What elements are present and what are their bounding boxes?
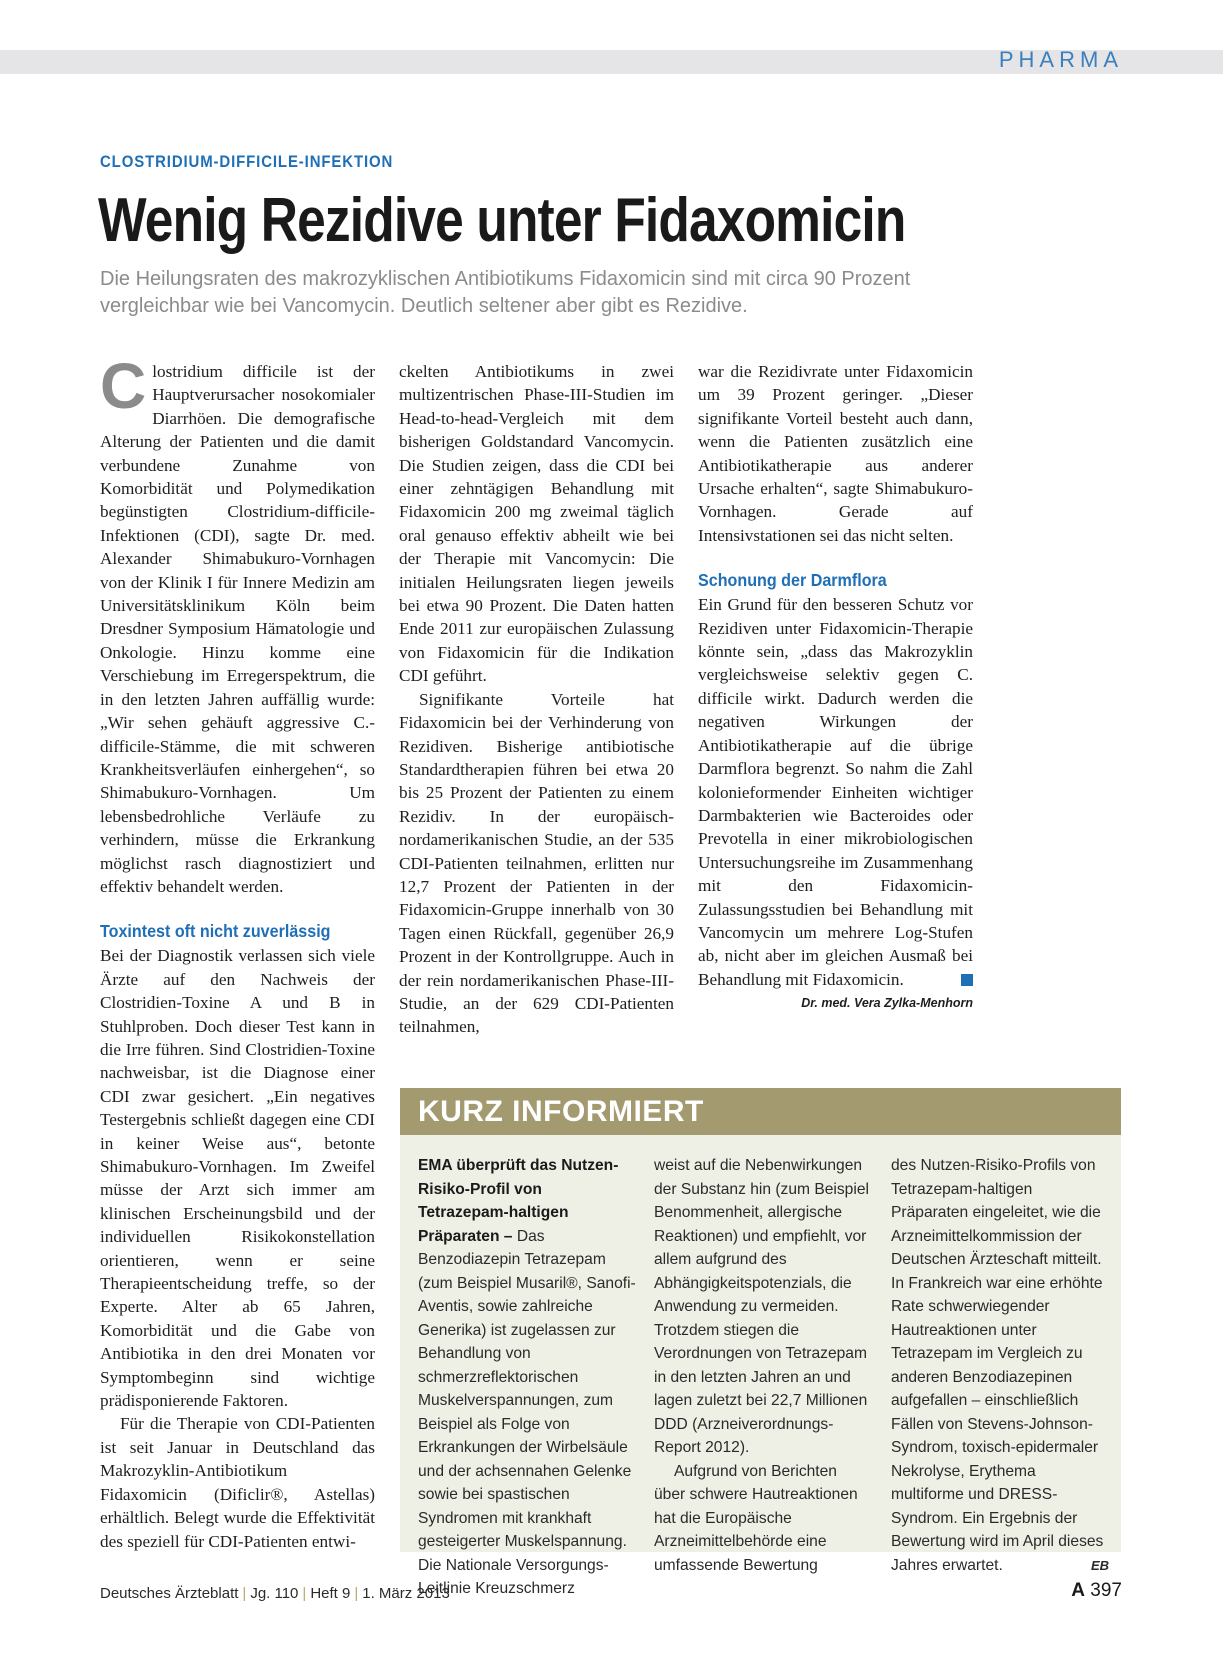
- paragraph-text: Das Benzodiazepin Tetrazepam (zum Beispiel Musaril®, Sanofi-Aventis, sowie zahlreiche Generika) ist zugelassen zur Behandlung von schmerzreflektorischen Muskelverspannungen, zum Beispiel als Folge von Erkrankungen der Wirbelsäule und der achsennahen Gelenke sowie bei spastischen Syndromen mit krankhaft gesteigerter Muskelspannung. Die Nationale Versorgungs-Leitlinie Kreuzschmerz: [418, 1227, 636, 1597]
- info-box-title: KURZ INFORMIERT: [400, 1088, 1121, 1135]
- page-number-value: 397: [1090, 1580, 1122, 1601]
- separator: |: [354, 1585, 359, 1602]
- article-column-2: [399, 360, 674, 1039]
- subheading: Schonung der Darmflora: [698, 570, 887, 591]
- article-title: Wenig Rezidive unter Fidaxomicin: [98, 186, 906, 255]
- subheading: Toxintest oft nicht zuverlässig: [100, 921, 331, 942]
- info-box-column-3: [891, 1154, 1109, 1577]
- paragraph-text: Ein Grund für den besseren Schutz vor Rezidiven unter Fidaxomicin-Therapie könnte sein, „dass das Makrozyklin vergleichsweise selektiv gegen C. difficile wirkt. Dadurch werden die negativen Wirkungen der Antibiotikatherapie auf die übrige Darmflora begrenzt. So nahm die Zahl kolonieformender Einheiten wichtiger Darmbakterien wie Bacteroides oder Prevotella in einer mikrobiologischen Untersuchungsreihe im Zusammenhang mit den Fidaxomicin-Zulassungsstudien bei Behandlung mit Vancomycin um mehrere Log-Stufen ab, nicht aber im gleichen Ausmaß bei Behandlung mit Fidaxomicin.: [698, 595, 973, 989]
- footer: [100, 1585, 450, 1602]
- info-box-lead: EMA überprüft das Nutzen-Risiko-Profil von Tetrazepam-haltigen Präparaten –: [418, 1157, 619, 1245]
- article-kicker: CLOSTRIDIUM-DIFFICILE-INFEKTION: [100, 152, 394, 171]
- info-box-signature: EB: [1090, 1557, 1109, 1573]
- paragraph: Bei der Diagnostik verlassen sich viele Ärzte auf den Nachweis der Clostridien-Toxine A und B in Stuhlproben. Doch dieser Test kann in die Irre führen. Sind Clostridien-Toxine nachweisbar, ist die Diagnose einer CDI zwar gesichert. „Ein negatives Testergebnis schließt dagegen eine CDI in keiner Weise aus“, betonte Shimabukuro-Vornhagen. Im Zweifel müsse der Arzt sich immer am klinischen Erscheinungsbild und der individuellen Risikokonstellation orientieren, wenn er seine Therapieentscheidung treffe, so der Experte. Alter ab 65 Jahren, Komorbidität und die Gabe von Antibiotika in den drei Monaten vor Symptombeginn sind wichtige prädisponierende Faktoren.: [100, 946, 375, 1411]
- paragraph: Aufgrund von Berichten über schwere Hautreaktionen hat die Europäische Arzneimittelbehörde eine umfassende Bewertung: [654, 1462, 858, 1574]
- paragraph: [418, 1154, 636, 1601]
- paragraph: [100, 350, 375, 898]
- paragraph-text: lostridium difficile ist der Hauptverursacher nosokomialer Diarrhöen. Die demografische Alterung der Patienten und die damit verbundene Zunahme von Komorbidität und Polymedikation begünstigten Clostridium-difficile-Infektionen (CDI), sagte Dr. med. Alexander Shimabukuro-Vornhagen von der Klinik I für Innere Medizin am Universitätsklinikum Köln beim Dresdner Symposium Hämatologie und Onkologie. Hinzu komme eine Verschiebung im Erregerspektrum, die in den letzten Jahren auffällig wurde: „Wir sehen gehäuft aggressive C.-difficile-Stämme, die mit schweren Krankheitsverläufen einhergehen“, so Shimabukuro-Vornhagen. Um lebensbedrohliche Verläufe zu verhindern, müsse die Erkrankung möglichst rasch diagnostiziert und effektiv behandelt werden.: [100, 362, 375, 896]
- page-prefix: A: [1071, 1580, 1086, 1601]
- journal-name: Deutsches Ärzteblatt: [100, 1585, 239, 1602]
- paragraph: Für die Therapie von CDI-Patienten ist seit Januar in Deutschland das Makrozyklin-Antibiotikum Fidaxomicin (Dificlir®, Astellas) erhältlich. Belegt wurde die Effektivität des speziell für CDI-Patienten entwi-: [100, 1414, 375, 1551]
- article-column-3: [698, 360, 973, 1013]
- paragraph-text: des Nutzen-Risiko-Profils von Tetrazepam-haltigen Präparaten eingeleitet, wie die Arzneimittelkommission der Deutschen Ärzteschaft mitteilt. In Frankreich war eine erhöhte Rate schwerwiegender Hautreaktionen unter Tetrazepam im Vergleich zu anderen Benzodiazepinen aufgefallen – einschließlich Fällen von Stevens-Johnson-Syndrom, toxisch-epidermaler Nekrolyse, Erythema multiforme und DRESS-Syndrom. Ein Ergebnis der Bewertung wird im April dieses Jahres erwartet.: [891, 1157, 1104, 1574]
- journal-date: 1. März 2013: [362, 1585, 450, 1602]
- paragraph: weist auf die Nebenwirkungen der Substanz hin (zum Beispiel Benommenheit, allergische Reaktionen) und empfiehlt, vor allem aufgrund des Abhängigkeitspotenzials, die Anwendung zu vermeiden. Trotzdem stiegen die Verordnungen von Tetrazepam in den letzten Jahren an und lagen zuletzt bei 22,7 Millionen DDD (Arzneiverordnungs-Report 2012).: [654, 1157, 869, 1456]
- paragraph: war die Rezidivrate unter Fidaxomicin um 39 Prozent geringer. „Dieser signifikante Vorteil besteht auch dann, wenn die Patienten zusätzlich eine Antibiotikatherapie aus anderer Ursache erhalten“, sagte Shimabukuro-Vornhagen. Gerade auf Intensivstationen sei das nicht selten.: [698, 362, 973, 545]
- paragraph: Signifikante Vorteile hat Fidaxomicin bei der Verhinderung von Rezidiven. Bisherige antibiotische Standardtherapien führen bei etwa 20 bis 25 Prozent der Patienten zu einem Rezidiv. In der europäisch-nordamerikanischen Studie, an der 535 CDI-Patienten teilnahmen, erlitten nur 12,7 Prozent der Patienten in der Fidaxomicin-Gruppe innerhalb von 30 Tagen einen Rückfall, gegenüber 26,9 Prozent in der Kontrollgruppe. Auch in der rein nordamerikanischen Phase-III-Studie, an der 629 CDI-Patienten teilnahmen,: [399, 689, 674, 1037]
- paragraph: [698, 593, 973, 991]
- article-lead: Die Heilungsraten des makrozyklischen Antibiotikums Fidaxomicin sind mit circa 90 Prozent vergleichbar wie bei Vancomycin. Deutlich seltener aber gibt es Rezidive.: [100, 268, 911, 317]
- author-byline: Dr. med. Vera Zylka-Menhorn: [801, 996, 973, 1011]
- paragraph: [891, 1154, 1109, 1577]
- separator: |: [302, 1585, 307, 1602]
- drop-cap: C: [100, 350, 147, 422]
- article-column-1: [100, 350, 375, 1553]
- paragraph: ckelten Antibiotikums in zwei multizentrischen Phase-III-Studien im Head-to-head-Vergleich mit dem bisherigen Goldstandard Vancomycin. Die Studien zeigen, dass die CDI bei einer zehntägigen Behandlung mit Fidaxomicin 200 mg zweimal täglich oral genauso effektiv abheilt wie bei der Therapie mit Vancomycin: Die initialen Heilungsraten liegen jeweils bei etwa 90 Prozent. Die Daten hatten Ende 2011 zur europäischen Zulassung von Fidaxomicin für die Indikation CDI geführt.: [399, 362, 674, 686]
- journal-issue: Heft 9: [310, 1585, 351, 1602]
- info-box-column-1: [418, 1154, 636, 1601]
- end-mark-icon: [961, 974, 973, 986]
- section-label: PHARMA: [998, 47, 1123, 72]
- info-box-column-2: [654, 1154, 872, 1577]
- journal-volume: Jg. 110: [250, 1585, 299, 1602]
- page-number: [1071, 1580, 1122, 1602]
- separator: |: [242, 1585, 247, 1602]
